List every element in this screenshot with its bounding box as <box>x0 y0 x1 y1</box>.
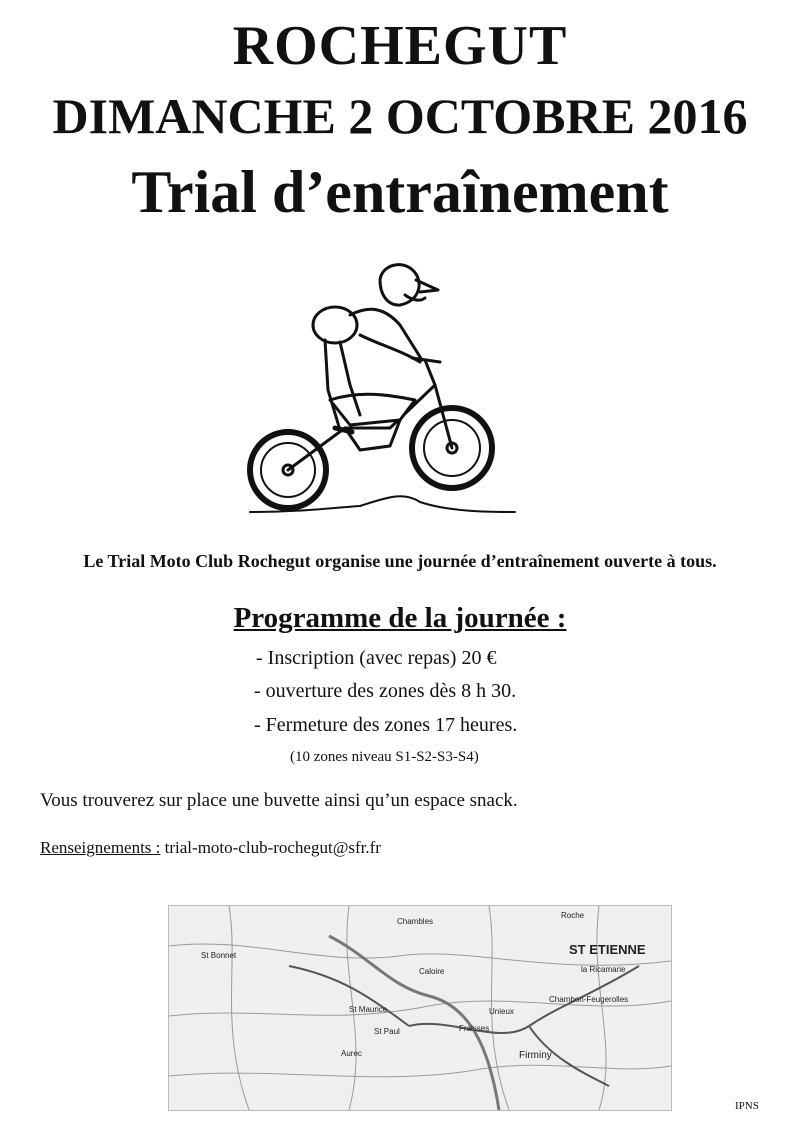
map-label-st-maurice: St Maurice <box>349 1005 388 1014</box>
title-town: ROCHEGUT <box>232 15 568 77</box>
map-label-st-etienne: ST ETIENNE <box>569 942 646 957</box>
map-label-unieux: Unieux <box>489 1007 514 1016</box>
map-label-fraisses: Fraisses <box>459 1024 490 1033</box>
trial-rider-illustration <box>240 250 520 530</box>
buvette-text: Vous trouverez sur place une buvette ainsi qu’un espace snack. <box>40 790 518 811</box>
map-label-st-bonnet: St Bonnet <box>201 951 237 960</box>
map-label-aurec: Aurec <box>341 1049 362 1058</box>
map-label-roche: Roche <box>561 911 585 920</box>
title-date: DIMANCHE 2 OCTOBRE 2016 <box>52 88 748 144</box>
map-label-caloire: Caloire <box>419 967 445 976</box>
map-label-la-ricamarie: la Ricamarie <box>581 965 626 974</box>
map-label-st-paul: St Paul <box>374 1027 400 1036</box>
map-label-firminy: Firminy <box>519 1050 552 1061</box>
programme-item-fermeture: - Fermeture des zones 17 heures. <box>254 714 518 736</box>
footer-ipns: IPNS <box>735 1100 759 1112</box>
contact-email[interactable]: trial-moto-club-rochegut@sfr.fr <box>164 838 381 857</box>
location-map <box>168 905 672 1111</box>
programme-title: Programme de la journée : <box>233 602 567 634</box>
programme-note: (10 zones niveau S1-S2-S3-S4) <box>290 749 479 765</box>
contact-label: Renseignements : <box>40 838 161 857</box>
intro-text: Le Trial Moto Club Rochegut organise une journée d’entraînement ouverte à tous. <box>83 551 717 571</box>
programme-item-inscription: - Inscription (avec repas) 20 € <box>256 647 497 669</box>
programme-item-ouverture: - ouverture des zones dès 8 h 30. <box>254 680 517 702</box>
map-label-chambon: Chambon-Feugerolles <box>549 995 629 1004</box>
map-label-chambles: Chambles <box>397 917 434 926</box>
contact-line <box>40 836 381 860</box>
title-event: Trial d’entraînement <box>131 159 669 225</box>
